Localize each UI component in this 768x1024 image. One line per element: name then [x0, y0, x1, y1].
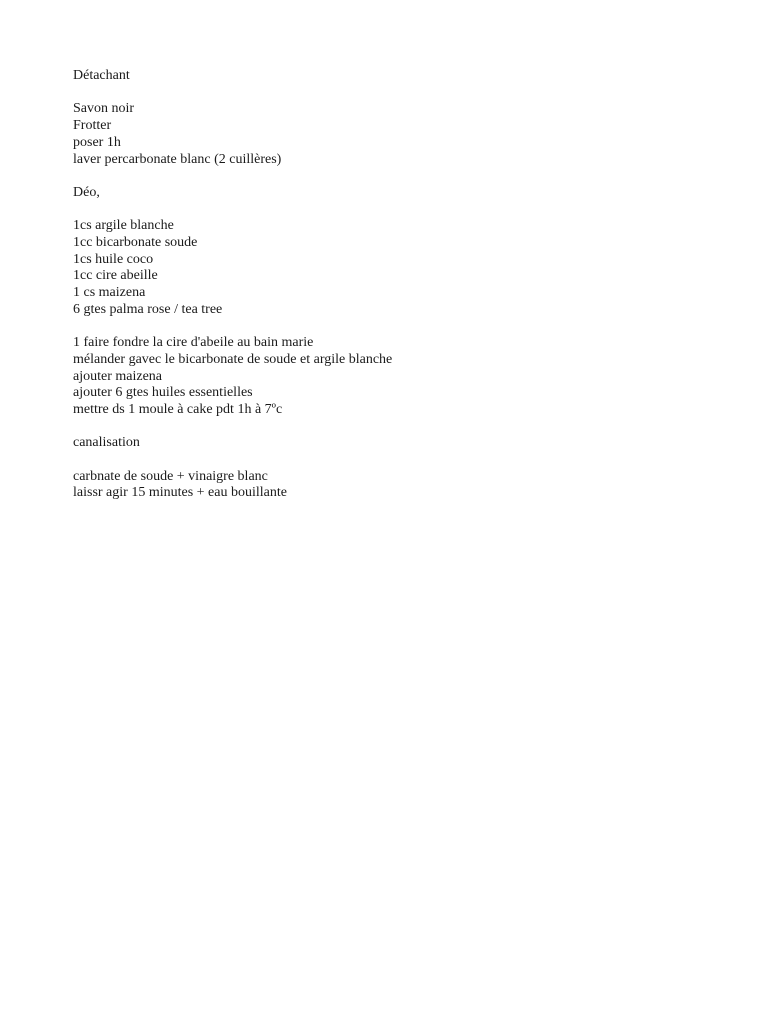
text-line: 1 faire fondre la cire d'abeile au bain marie — [73, 335, 314, 351]
deo-steps-section — [73, 335, 713, 419]
document-body — [73, 68, 713, 519]
text-line: 1cs argile blanche — [73, 218, 174, 234]
text-line: poser 1h — [73, 134, 121, 150]
text-line: 1cs huile coco — [73, 251, 154, 267]
text-line: laver percarbonate blanc (2 cuillères) — [73, 151, 282, 167]
detachant-steps-section — [73, 101, 713, 168]
canalisation-steps-section — [73, 469, 713, 502]
canalisation-heading: canalisation — [73, 435, 140, 451]
text-line: ajouter maizena — [73, 368, 163, 384]
deo-heading: Déo, — [73, 184, 100, 200]
text-line: Savon noir — [73, 101, 135, 117]
text-line: laissr agir 15 minutes + eau bouillante — [73, 485, 287, 501]
detachant-heading-section — [73, 68, 713, 85]
deo-heading-section — [73, 185, 713, 202]
text-line: ajouter 6 gtes huiles essentielles — [73, 385, 253, 401]
text-line: mélander gavec le bicarbonate de soude et argile blanche — [73, 351, 393, 367]
text-line: mettre ds 1 moule à cake pdt 1h à 7ºc — [73, 402, 283, 417]
text-line: 1 cs maizena — [73, 285, 146, 301]
text-line: 6 gtes palma rose / tea tree — [73, 301, 223, 317]
text-line: carbnate de soude + vinaigre blanc — [73, 468, 268, 484]
text-line: 1cc cire abeille — [73, 268, 158, 284]
deo-ingredients-section — [73, 218, 713, 318]
text-line: 1cc bicarbonate soude — [73, 234, 198, 250]
canalisation-heading-section — [73, 435, 713, 452]
text-line: Frotter — [73, 118, 112, 134]
detachant-heading: Détachant — [73, 68, 130, 83]
